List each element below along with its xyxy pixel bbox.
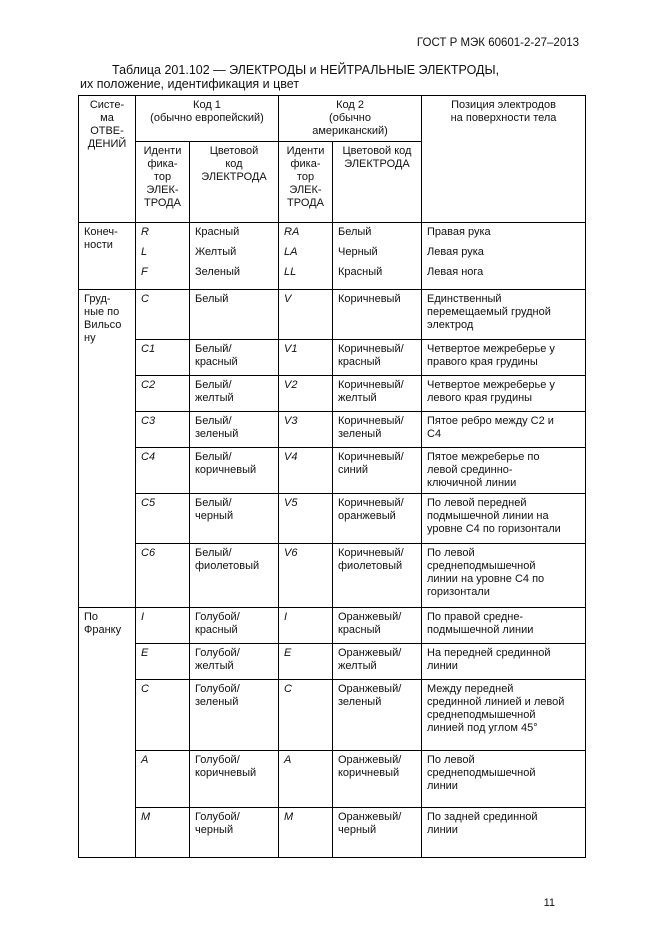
cell-color1: Голубой/ зеленый (190, 680, 279, 751)
cell-pos: Пятое ребро между С2 и С4 (422, 412, 586, 448)
header-position: Позиция электродов на поверхности тела (422, 96, 586, 223)
cell-id2: V5 (279, 494, 333, 544)
cell-color2: Коричневый (333, 290, 422, 340)
cell-pos: Между передней срединной линией и левой среднеподмышечной линией под углом 45° (422, 680, 586, 751)
cell-color2: Коричневый/ желтый (333, 376, 422, 412)
cell-id1: A (136, 751, 190, 808)
electrodes-table (78, 95, 586, 858)
cell-id2: A (279, 751, 333, 808)
cell-id2: V3 (279, 412, 333, 448)
cell-id1: C (136, 680, 190, 751)
standard-header: ГОСТ Р МЭК 60601-2-27–2013 (416, 37, 579, 49)
limbs-color1: Красный Желтый Зеленый (190, 223, 279, 290)
cell-color1: Белый (190, 290, 279, 340)
cell-pos: Единственный перемещаемый грудной электрод (422, 290, 586, 340)
cell-pos: Четвертое межреберье у левого края грудины (422, 376, 586, 412)
table-row (79, 412, 586, 448)
header-ident2: Иденти фика- тор ЭЛЕК- ТРОДА (279, 142, 333, 223)
cell-color2: Оранжевый/ коричневый (333, 751, 422, 808)
table-row-limbs (79, 223, 586, 290)
cell-id1: C4 (136, 448, 190, 494)
limbs-color2: Белый Черный Красный (333, 223, 422, 290)
cell-color2: Коричневый/ синий (333, 448, 422, 494)
cell-pos: По левой среднеподмышечной линии (422, 751, 586, 808)
cell-id1: E (136, 644, 190, 680)
limbs-id1: R L F (136, 223, 190, 290)
cell-color2: Оранжевый/ черный (333, 808, 422, 858)
table-caption (80, 63, 585, 91)
cell-pos: По левой среднеподмышечной линии на уровне С4 по горизонтали (422, 544, 586, 608)
cell-color1: Голубой/ черный (190, 808, 279, 858)
wilson-group (79, 290, 586, 608)
cell-id2: M (279, 808, 333, 858)
cell-id2: V (279, 290, 333, 340)
cell-id1: C (136, 290, 190, 340)
cell-color1: Голубой/ красный (190, 608, 279, 644)
cell-id1: C5 (136, 494, 190, 544)
system-wilson: Груд- ные по Вильсо ну (79, 290, 136, 608)
header-code1: Код 1 (обычно европейский) (136, 96, 279, 142)
cell-pos: По задней срединной линии (422, 808, 586, 858)
header-system: Систе- ма ОТВЕ- ДЕНИЙ (79, 96, 136, 223)
cell-id2: V1 (279, 340, 333, 376)
cell-id1: C3 (136, 412, 190, 448)
cell-id2: C (279, 680, 333, 751)
cell-id2: V4 (279, 448, 333, 494)
system-limbs: Конеч- ности (79, 223, 136, 290)
page-number: 11 (543, 897, 555, 909)
table-row (79, 448, 586, 494)
table-row (79, 494, 586, 544)
system-frank: По Франку (79, 608, 136, 858)
header-code2: Код 2 (обычно американский) (279, 96, 422, 142)
cell-id2: V2 (279, 376, 333, 412)
cell-id1: C6 (136, 544, 190, 608)
header-ident1: Иденти фика- тор ЭЛЕК- ТРОДА (136, 142, 190, 223)
frank-group (79, 608, 586, 858)
cell-color1: Белый/ фиолетовый (190, 544, 279, 608)
table-row (79, 340, 586, 376)
table-header-row (79, 96, 586, 142)
header-color2: Цветовой код ЭЛЕКТРОДА (333, 142, 422, 223)
cell-pos: По правой средне- подмышечной линии (422, 608, 586, 644)
cell-color1: Белый/ черный (190, 494, 279, 544)
header-color1: Цветовой код ЭЛЕКТРОДА (190, 142, 279, 223)
cell-color2: Коричневый/ оранжевый (333, 494, 422, 544)
cell-color2: Оранжевый/ зеленый (333, 680, 422, 751)
cell-color1: Белый/ красный (190, 340, 279, 376)
cell-id2: I (279, 608, 333, 644)
cell-id1: C1 (136, 340, 190, 376)
table-row (79, 644, 586, 680)
cell-pos: Четвертое межреберье у правого края грудины (422, 340, 586, 376)
cell-color2: Оранжевый/ желтый (333, 644, 422, 680)
cell-color2: Коричневый/ зеленый (333, 412, 422, 448)
table-row (79, 608, 586, 644)
table-row (79, 544, 586, 608)
cell-color2: Оранжевый/ красный (333, 608, 422, 644)
table-row (79, 680, 586, 751)
table-row (79, 808, 586, 858)
table-row (79, 751, 586, 808)
cell-color1: Белый/ зеленый (190, 412, 279, 448)
cell-color2: Коричневый/ фиолетовый (333, 544, 422, 608)
cell-color1: Голубой/ желтый (190, 644, 279, 680)
table-row (79, 290, 586, 340)
table-row (79, 376, 586, 412)
cell-pos: Пятое межреберье по левой срединно- ключичной линии (422, 448, 586, 494)
cell-color1: Голубой/ коричневый (190, 751, 279, 808)
limbs-position: Правая рука Левая рука Левая нога (422, 223, 586, 290)
caption-line-2: их положение, идентификация и цвет (80, 77, 300, 91)
cell-pos: По левой передней подмышечной линии на уровне С4 по горизонтали (422, 494, 586, 544)
cell-color2: Коричневый/ красный (333, 340, 422, 376)
caption-line-1: Таблица 201.102 — ЭЛЕКТРОДЫ и НЕЙТРАЛЬНЫЕ ЭЛЕКТРОДЫ, (112, 63, 500, 77)
cell-id2: E (279, 644, 333, 680)
cell-pos: На передней срединной линии (422, 644, 586, 680)
cell-id1: I (136, 608, 190, 644)
cell-id1: C2 (136, 376, 190, 412)
cell-id1: M (136, 808, 190, 858)
limbs-id2: RA LA LL (279, 223, 333, 290)
cell-color1: Белый/ коричневый (190, 448, 279, 494)
cell-color1: Белый/ желтый (190, 376, 279, 412)
cell-id2: V6 (279, 544, 333, 608)
